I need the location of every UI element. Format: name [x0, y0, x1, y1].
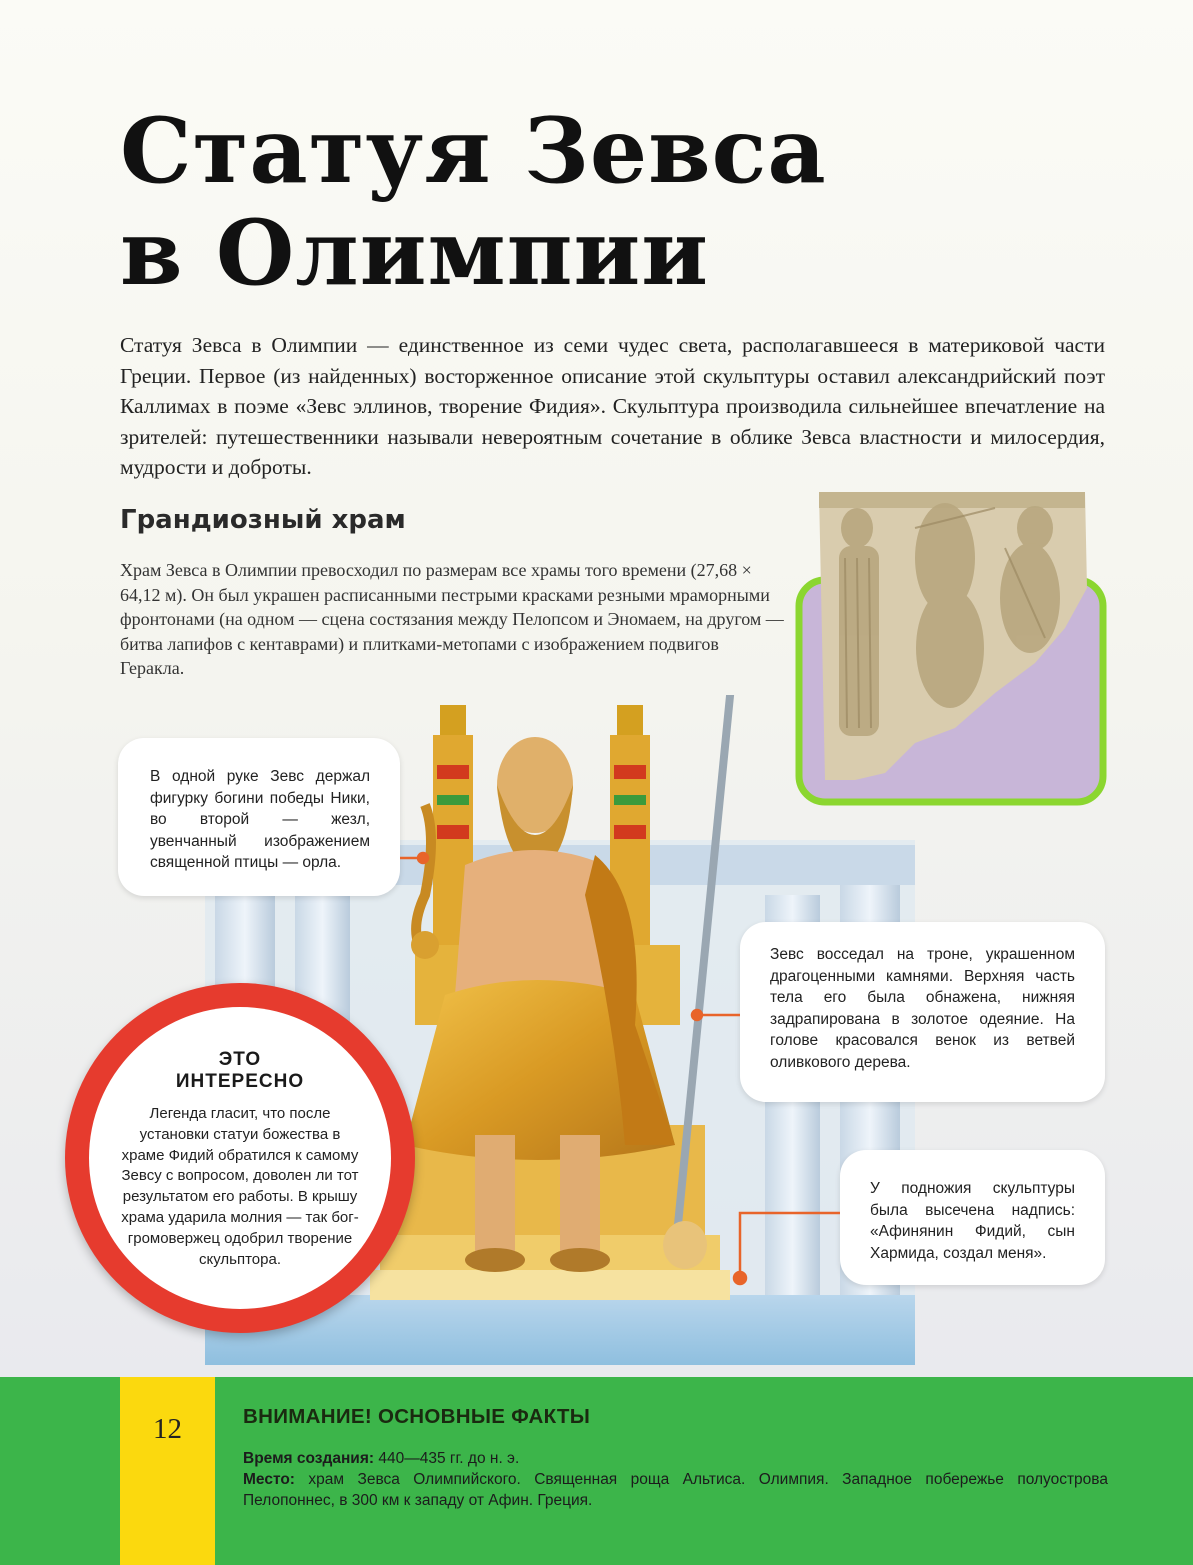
section-paragraph: Храм Зевса в Олимпии превосходил по размерам все храмы того времени (27,68 × 64,12 м). Он был украшен расписанными пестрыми красками резными мраморными фронтонами (на одном — сцена состязания между Пелопсом и Эномаем, на другом — битва лапифов с кентаврами) и плитками-метопами с изображением подвигов Геракла.	[120, 560, 784, 678]
interesting-fact-inner	[89, 1007, 391, 1309]
page-number-box	[120, 1377, 215, 1565]
interesting-fact-badge	[65, 983, 415, 1333]
facts-footer	[0, 1377, 1193, 1565]
fact-place	[243, 1469, 1108, 1511]
fact-place-value: храм Зевса Олимпийского. Священная роща Альтиса. Олимпия. Западное побережье полуострова Пелопоннес, в 300 км к западу от Афин. Греция.	[243, 1471, 1108, 1509]
fact-place-label: Место:	[243, 1471, 295, 1488]
interesting-fact-text: Легенда гласит, что после установки статуи божества в храме Фидий обратился к самому Зевсу с вопросом, доволен ли тот результатом его работы. В крышу храма ударила молния — так бог-громовержец одобрил творение скульптора.	[121, 1105, 359, 1268]
callout-throne-text: Зевс восседал на троне, украшенном драгоценными камнями. Верхняя часть тела его была обнажена, нижняя задрапирована в золотое одеяние. На голове красовался венок из ветвей оливкового дерева.	[770, 946, 1075, 1071]
facts-heading: ВНИМАНИЕ! ОСНОВНЫЕ ФАКТЫ	[243, 1405, 591, 1428]
page-title-line-1: Статуя Зевса	[120, 98, 827, 204]
fact-time-label: Время создания:	[243, 1450, 375, 1467]
intro-paragraph: Статуя Зевса в Олимпии — единственное из семи чудес света, располагавшееся в материковой части Греции. Первое (из найденных) восторженное описание этой скульптуры оставил александрийский поэт Каллимах в поэме «Зевс эллинов, творение Фидия». Скульптура производила сильнейшее впечатление на зрителей: путешественники называли невероятным сочетание в облике Зевса властности и милосердия, мудрости и доброты.	[120, 333, 1105, 479]
interesting-fact-title	[89, 1049, 391, 1093]
interesting-fact-title-line-2: ИНТЕРЕСНО	[175, 1071, 305, 1092]
page-title-line-2: в Олимпии	[120, 200, 710, 306]
facts-list	[243, 1448, 1108, 1511]
page-number: 12	[153, 1413, 182, 1445]
fact-time	[243, 1448, 1108, 1469]
callout-inscription-text: У подножия скульптуры была высечена надпись: «Афинянин Фидий, сын Хармида, создал меня».	[870, 1180, 1075, 1262]
fact-time-value: 440—435 гг. до н. э.	[378, 1450, 520, 1467]
callout-hand-text: В одной руке Зевс держал фигурку богини победы Ники, во второй — жезл, увенчанный изображением священной птицы — орла.	[150, 768, 370, 871]
section-heading: Грандиозный храм	[120, 505, 406, 535]
interesting-fact-title-line-1: ЭТО	[218, 1049, 262, 1070]
